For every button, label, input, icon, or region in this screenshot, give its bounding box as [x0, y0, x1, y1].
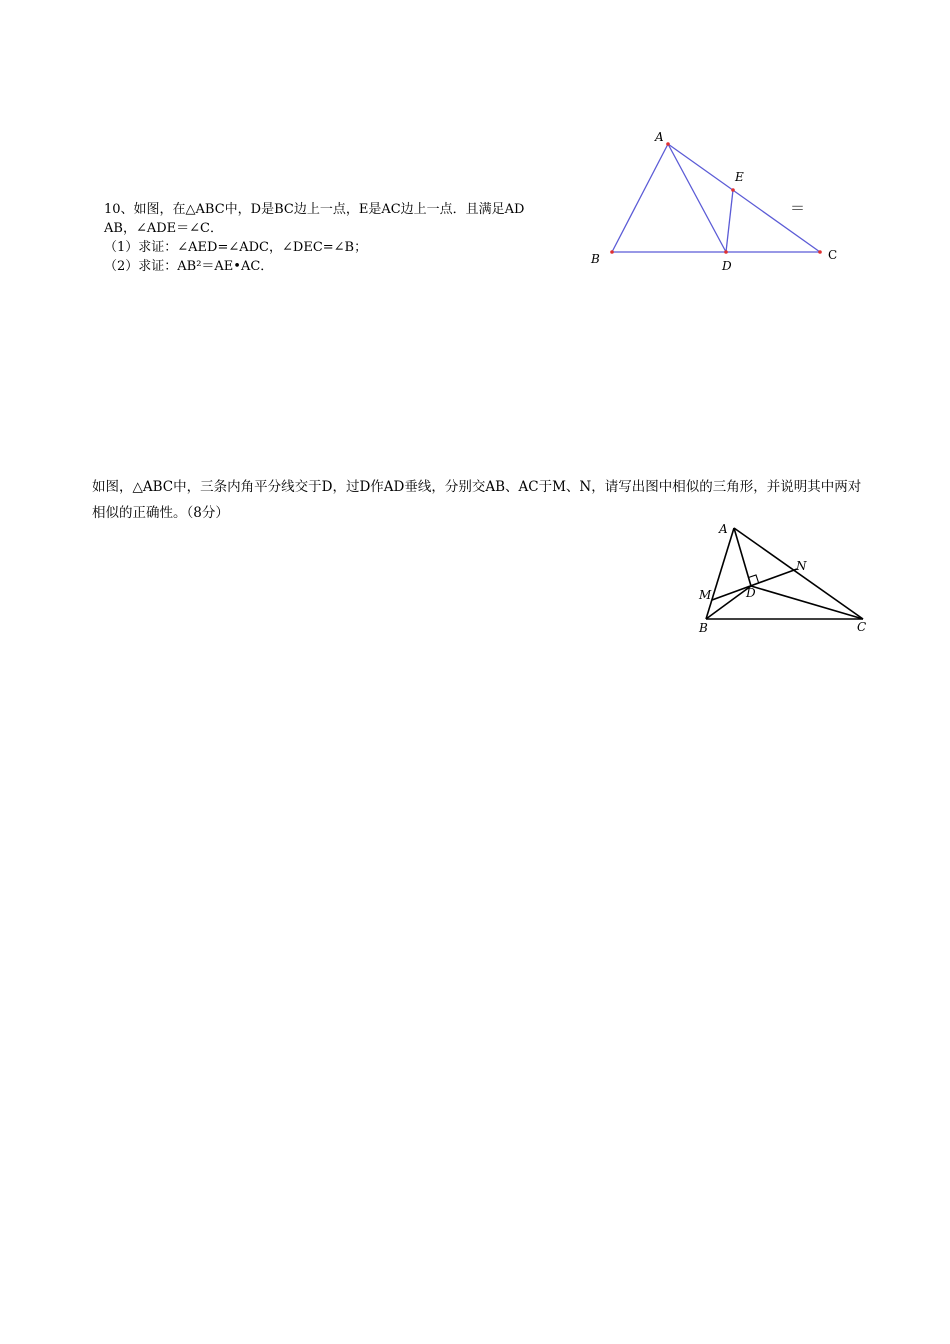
label-e: E [735, 170, 744, 184]
segment-bd [706, 586, 751, 619]
problem-10-item1: （1）求证：∠AED=∠ADC，∠DEC=∠B； [104, 240, 368, 255]
point-e [731, 188, 735, 192]
point-a [666, 142, 670, 146]
label-n: N [796, 559, 807, 573]
point-d [724, 250, 728, 254]
point-b [610, 250, 614, 254]
label-c: C [828, 248, 838, 262]
segment-ac [668, 144, 820, 252]
label-a: A [719, 522, 728, 536]
segment-ab [612, 144, 668, 252]
label-d: D [746, 586, 756, 600]
label-a: A [655, 130, 664, 144]
label-b: B [699, 621, 708, 635]
problem-2-text: 如图，△ABC中，三条内角平分线交于D，过D作AD垂线，分别交AB、AC于M、N，请写出图中相似的三角形，并说明其中两对相似的正确性。（8分） [92, 479, 862, 521]
segment-ad [668, 144, 726, 252]
label-b: B [591, 252, 600, 266]
segment-de [726, 190, 733, 252]
point-c [818, 250, 822, 254]
segment-ab [706, 528, 734, 619]
segment-cd [751, 586, 863, 619]
problem-2-figure [690, 512, 880, 637]
segment-ac [734, 528, 863, 619]
label-c: C [857, 620, 867, 634]
label-m: M [699, 588, 712, 602]
label-d: D [722, 259, 732, 273]
problem-10-equals-sign: ＝ [790, 199, 806, 217]
problem-10-text [104, 200, 524, 276]
problem-10-line2: AB，∠ADE＝∠C． [104, 221, 223, 236]
problem-10-item2: （2）求证：AB²＝AE•AC． [104, 259, 274, 274]
problem-10-line1: 10、如图，在△ABC中，D是BC边上一点，E是AC边上一点．且满足AD [104, 202, 525, 217]
problem-10-figure [585, 126, 845, 276]
